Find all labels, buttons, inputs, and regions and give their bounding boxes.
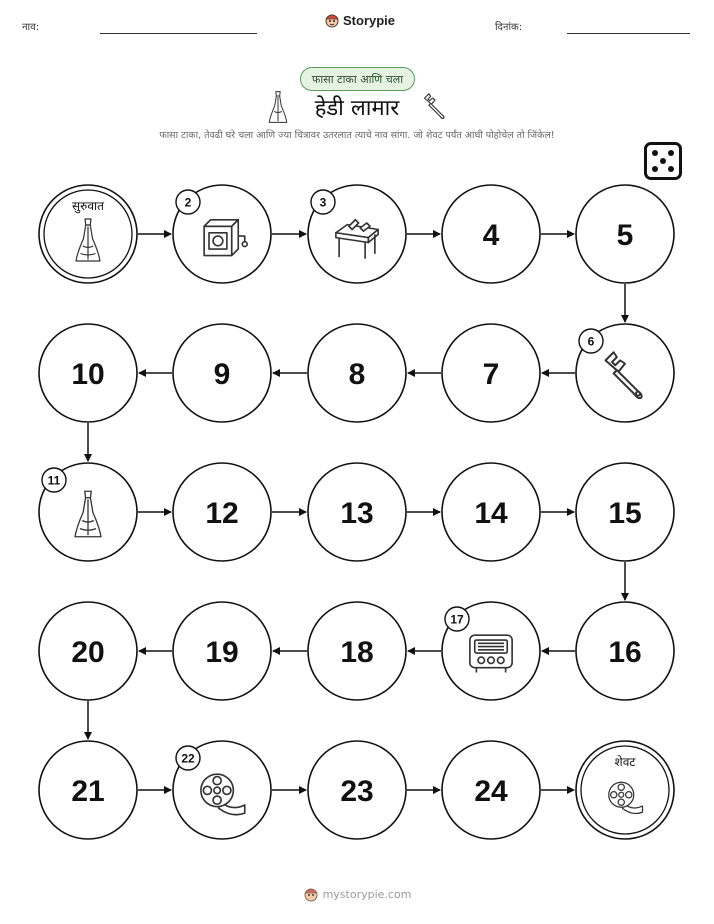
cell-number: 13 xyxy=(340,497,374,530)
board-cell-20[interactable] xyxy=(39,602,137,700)
cell-number: 9 xyxy=(213,358,231,391)
board-cell-12[interactable] xyxy=(173,463,271,561)
board-cell-14[interactable] xyxy=(442,463,540,561)
cell-number: 20 xyxy=(71,636,105,669)
cell-number: 14 xyxy=(474,497,508,530)
board-cell-13[interactable] xyxy=(308,463,406,561)
cell-number: 12 xyxy=(205,497,239,530)
footer xyxy=(0,886,714,902)
board-cell-23[interactable] xyxy=(308,741,406,839)
board-cell-15[interactable] xyxy=(576,463,674,561)
cell-number: 11 xyxy=(47,473,61,488)
board-cell-4[interactable] xyxy=(442,185,540,283)
page-title: हेडी लामार xyxy=(314,96,400,121)
board-cell-16[interactable] xyxy=(576,602,674,700)
board-cell-18[interactable] xyxy=(308,602,406,700)
name-label: नाव: xyxy=(22,22,40,33)
board-cell-9[interactable] xyxy=(173,324,271,422)
board-cell-22[interactable] xyxy=(173,741,271,839)
cell-number: 21 xyxy=(71,775,105,808)
board-cell-25[interactable] xyxy=(576,741,674,839)
cell-number: 17 xyxy=(450,612,464,627)
cell-number: 15 xyxy=(608,497,642,530)
board-cell-17[interactable] xyxy=(442,602,540,700)
radio-icon xyxy=(470,635,512,672)
instructions: फासा टाका, तेवढी घरे चला आणि ज्या चित्रावर उतरलात त्याचे नाव सांगा. जो शेवट पर्यंत आधी पोहोचेल तो जिंकेल! xyxy=(159,130,555,141)
board-cells xyxy=(39,185,674,839)
game-type-badge: फासा टाका आणि चला xyxy=(300,67,415,91)
board-cell-7[interactable] xyxy=(442,324,540,422)
cell-number: 22 xyxy=(181,751,195,766)
start-label: सुरुवात xyxy=(72,199,104,213)
board-cell-8[interactable] xyxy=(308,324,406,422)
cell-number: 10 xyxy=(71,358,105,391)
cell-number: 19 xyxy=(205,636,239,669)
cell-number: 8 xyxy=(348,358,366,391)
cell-number: 24 xyxy=(474,775,508,808)
cell-number: 16 xyxy=(608,636,642,669)
date-label: दिनांक: xyxy=(495,22,523,33)
cell-number: 2 xyxy=(184,195,192,210)
cell-number: 23 xyxy=(340,775,374,808)
cell-number: 6 xyxy=(587,334,595,349)
board-cell-5[interactable] xyxy=(576,185,674,283)
board-cell-19[interactable] xyxy=(173,602,271,700)
board-cell-1[interactable] xyxy=(39,185,137,283)
brand-name: Storypie xyxy=(343,12,396,28)
cell-number: 5 xyxy=(616,219,634,252)
cell-number: 18 xyxy=(340,636,374,669)
mascot-icon xyxy=(303,886,319,902)
cell-number: 4 xyxy=(482,219,500,252)
board-cell-10[interactable] xyxy=(39,324,137,422)
board-cell-11[interactable] xyxy=(39,463,137,561)
board-cell-3[interactable] xyxy=(308,185,406,283)
footer-url[interactable]: mystorypie.com xyxy=(322,887,412,901)
cell-number: 7 xyxy=(482,358,500,391)
board-cell-24[interactable] xyxy=(442,741,540,839)
cell-number: 3 xyxy=(319,195,327,210)
board-cell-21[interactable] xyxy=(39,741,137,839)
board-cell-2[interactable] xyxy=(173,185,271,283)
end-label: शेवट xyxy=(614,755,636,769)
board-cell-6[interactable] xyxy=(576,324,674,422)
